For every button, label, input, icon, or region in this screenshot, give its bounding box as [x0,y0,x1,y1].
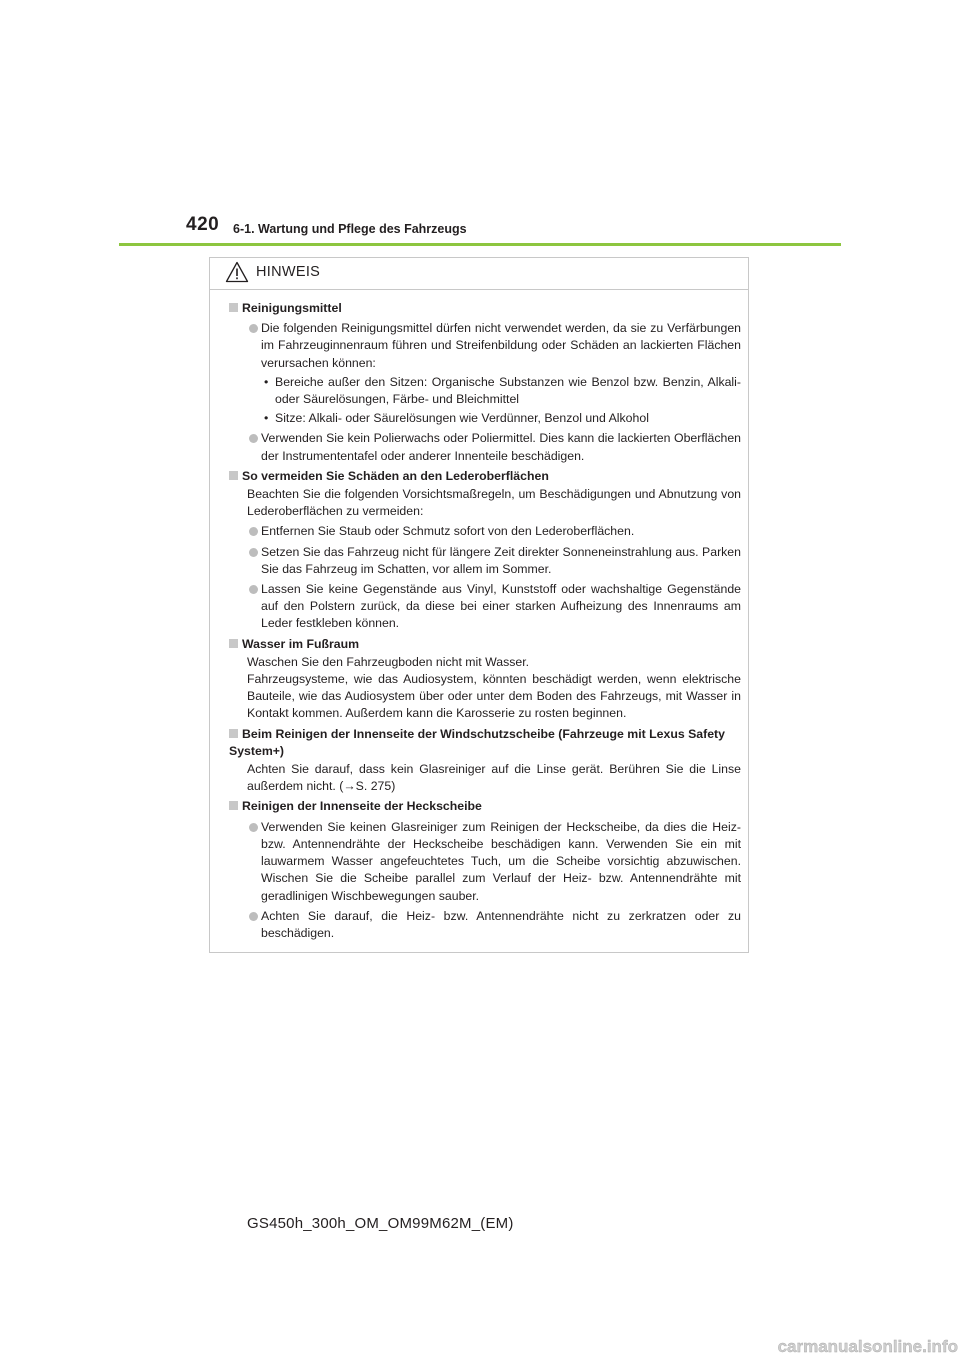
section-heading-text: Reinigen der Innenseite der Heckscheibe [242,799,482,814]
watermark [772,1334,960,1358]
section-heading [229,726,741,760]
notice-section [229,726,741,796]
bullet-item [229,581,741,633]
bullet-item [229,544,741,578]
footer-code: GS450h_300h_OM_OM99M62M_(EM) [247,1215,514,1232]
notice-section [229,798,741,942]
section-heading-text: So vermeiden Sie Schäden an den Lederoberflächen [242,468,549,483]
section-paragraph: Achten Sie darauf, dass kein Glasreiniger auf die Linse gerät. Berühren Sie die Linse außerdem nicht. (→S. 275) [247,762,741,794]
square-bullet-icon [229,801,238,810]
bullet-text: Entfernen Sie Staub oder Schmutz sofort von den Lederoberflächen. [261,524,635,539]
bullet-item [229,523,741,540]
square-bullet-icon [229,729,238,738]
section-heading [229,636,741,653]
sub-item-text: Bereiche außer den Sitzen: Organische Substanzen wie Benzol bzw. Benzin, Alkali- oder Säurelösungen, Färbe- und Bleichmittel [275,374,741,407]
bullet-item [229,430,741,464]
section-heading-text: Reinigungsmittel [242,301,342,315]
sub-item-text: Sitze: Alkali- oder Säurelösungen wie Verdünner, Benzol und Alkohol [275,411,649,426]
watermark-text: carmanualsonline.info [777,1337,958,1356]
bullet-item [229,320,741,372]
round-bullet-icon [249,324,258,333]
bullet-text: Die folgenden Reinigungsmittel dürfen nicht verwendet werden, da sie zu Verfärbungen im Fahrzeuginnenraum führen und Streifenbildung oder Schäden an lackierten Flächen verursachen können: [261,321,741,370]
round-bullet-icon [249,912,258,921]
notice-body [210,290,748,942]
watermark-logo [772,1334,960,1358]
notice-section [229,300,741,465]
section-paragraph: Waschen Sie den Fahrzeugboden nicht mit Wasser. Fahrzeugsysteme, wie das Audiosystem, könnten beschädigt werden, wenn elektrische Bauteile, wie das Audiosystem über oder unter dem Boden des Fahrzeugs, mit Wasser in Kontakt kommen. Außerdem kann die Karosserie zu rosten beginnen. [247,654,741,721]
section-paragraph: Beachten Sie die folgenden Vorsichtsmaßregeln, um Beschädigungen und Abnutzung von Lederoberflächen zu vermeiden: [247,487,741,519]
section-title: 6-1. Wartung und Pflege des Fahrzeugs [233,222,467,236]
bullet-item [229,908,741,942]
round-bullet-icon [249,548,258,557]
round-bullet-icon [249,585,258,594]
page-number: 420 [186,214,220,235]
round-bullet-icon [249,823,258,832]
round-bullet-icon [249,527,258,536]
square-bullet-icon [229,303,238,312]
notice-section [229,636,741,723]
square-bullet-icon [229,639,238,648]
sub-bullet-icon: • [264,411,269,426]
bullet-text: Verwenden Sie keinen Glasreiniger zum Reinigen der Heckscheibe, da dies die Heiz- bzw. Antennendrähte der Heckscheibe beschädigen kann. Verwenden Sie ein mit lauwarmem Wasser angefeuchtetes Tuch, um die Scheibe vorsichtig abzuwischen. Wischen Sie die Scheibe parallel zum Verlauf der Heiz- bzw. Antennendrähte mit geradlinigen Wischbewegungen sauber. [261,819,741,903]
section-heading [229,798,741,815]
section-heading [229,468,741,485]
bullet-text: Achten Sie darauf, die Heiz- bzw. Antennendrähte nicht zu zerkratzen oder zu beschädigen. [261,908,741,940]
square-bullet-icon [229,471,238,480]
sub-item [229,410,741,427]
notice-header [210,258,748,290]
sub-bullet-icon: • [264,374,269,389]
bullet-item [229,819,741,905]
section-heading [229,300,741,317]
bullet-text: Lassen Sie keine Gegenstände aus Vinyl, Kunststoff oder wachshaltige Gegenstände auf den Polstern zurück, da diese bei einer starken Aufheizung des Innenraums am Leder festkleben können. [261,582,741,631]
notice-box [209,257,749,953]
bullet-text: Verwenden Sie kein Polierwachs oder Poliermittel. Dies kann die lackierten Oberflächen der Instrumententafel oder anderer Innenteile beschädigen. [261,431,741,463]
header-rule [119,243,841,246]
notice-title: HINWEIS [256,264,321,280]
notice-section [229,468,741,633]
warning-triangle-icon [225,261,249,283]
section-heading-text: Wasser im Fußraum [242,636,360,651]
round-bullet-icon [249,434,258,443]
bullet-text: Setzen Sie das Fahrzeug nicht für längere Zeit direkter Sonneneinstrahlung aus. Parken Sie das Fahrzeug im Schatten, vor allem im Sommer. [261,544,741,576]
sub-item [229,374,741,408]
section-heading-text: Beim Reinigen der Innenseite der Windschutzscheibe (Fahrzeuge mit Lexus Safety System+) [229,726,725,758]
